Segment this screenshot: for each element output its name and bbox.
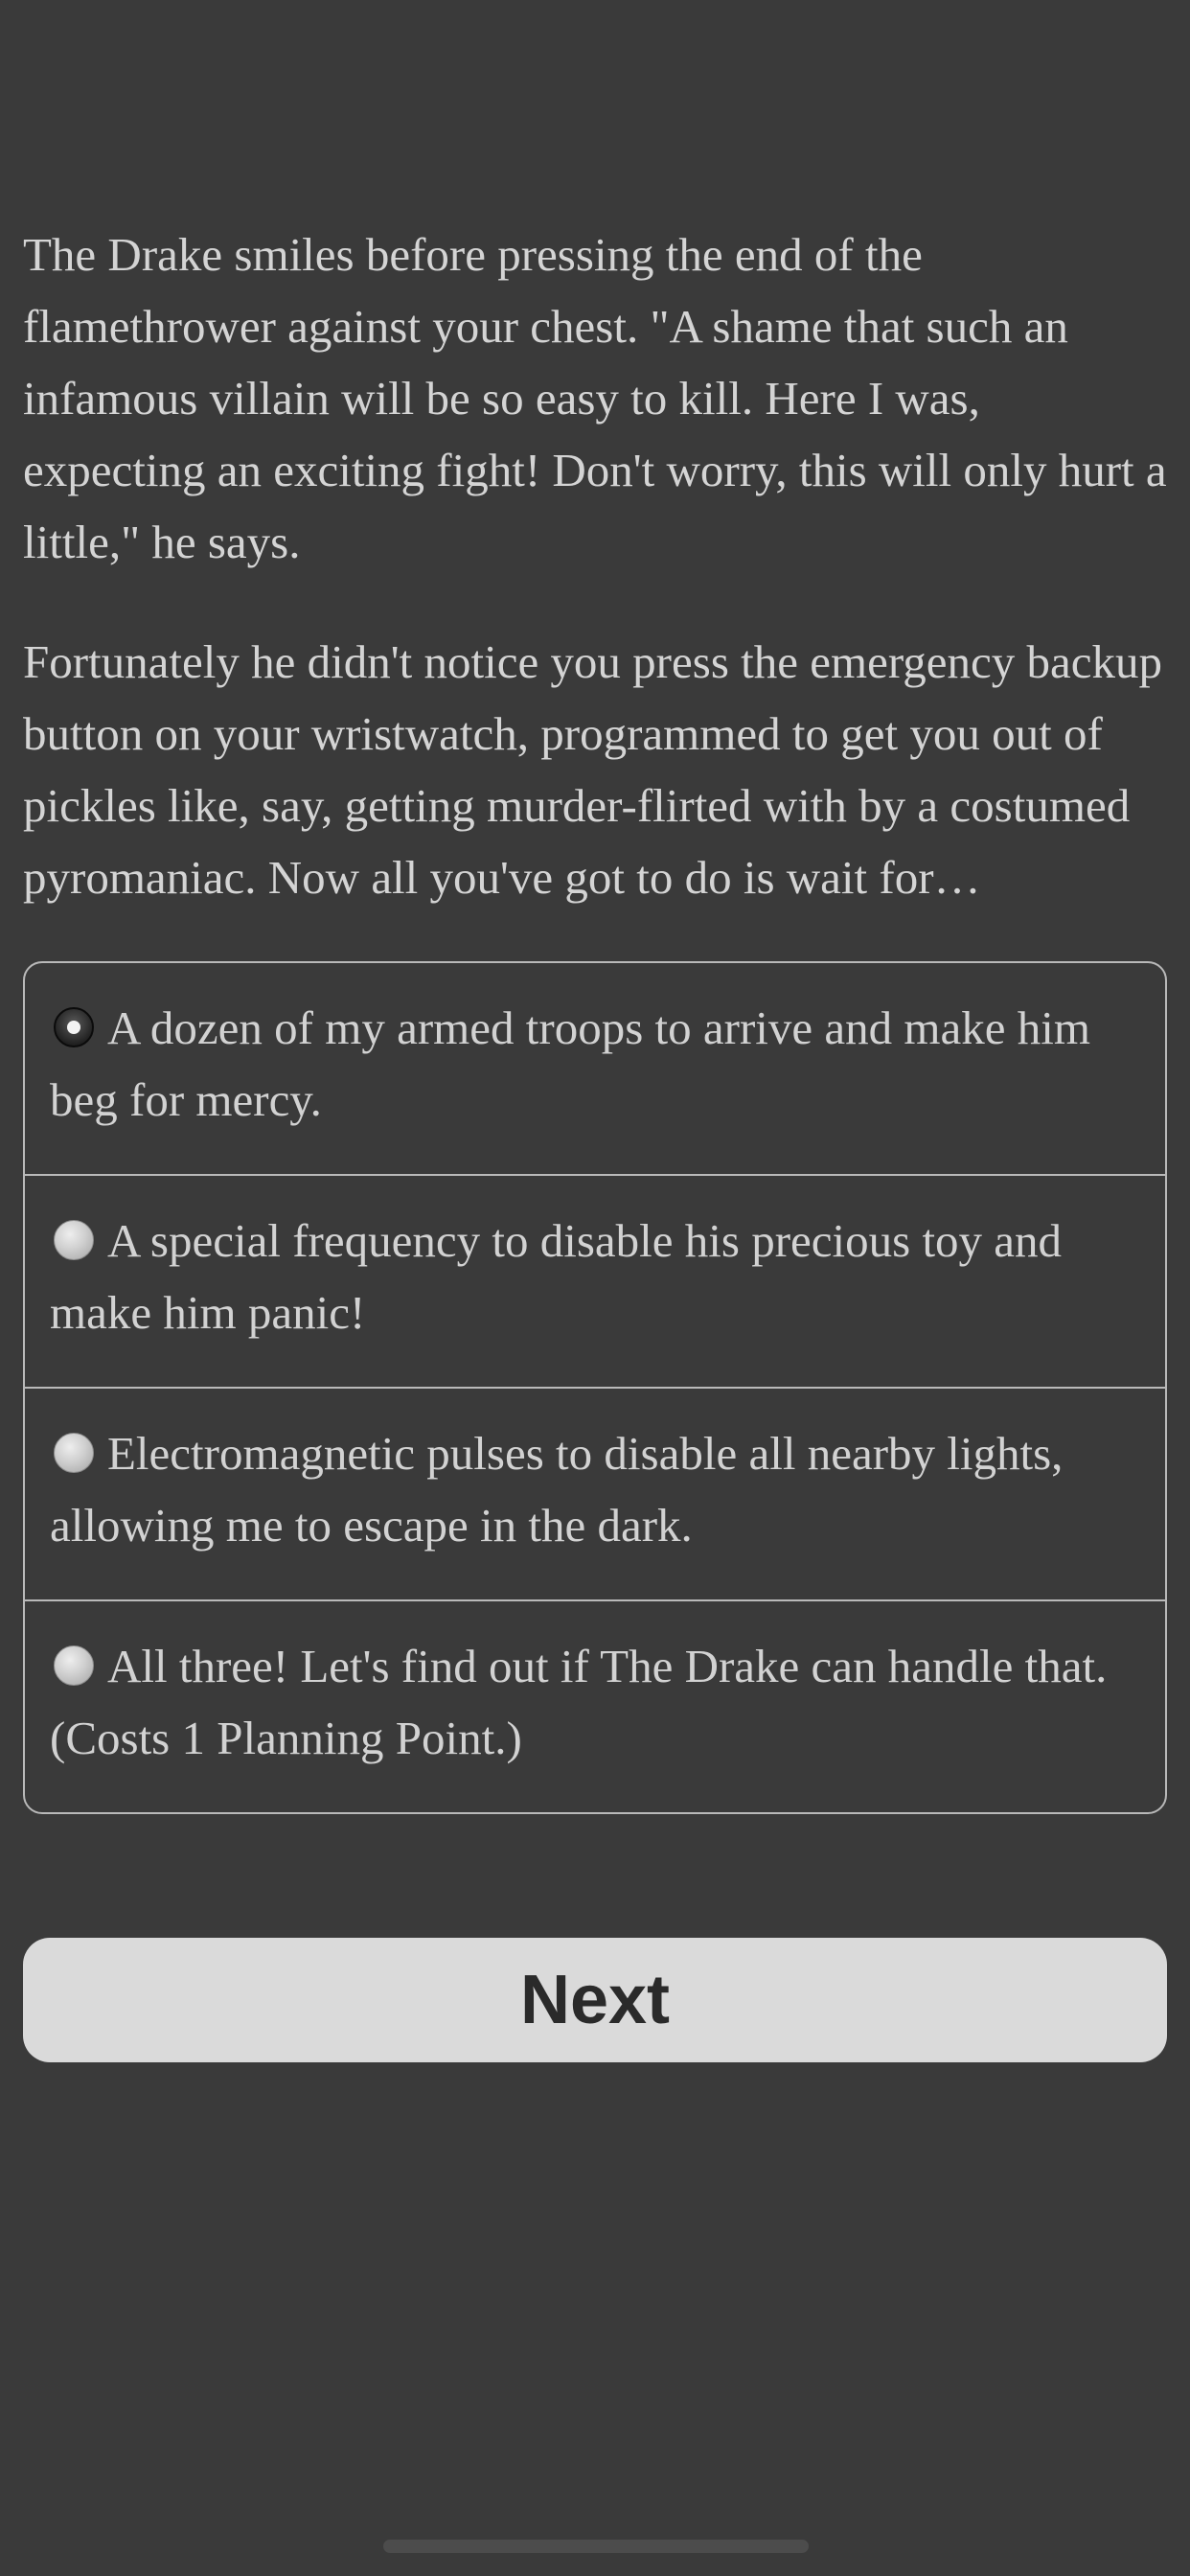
choice-label: A dozen of my armed troops to arrive and make him beg for mercy. bbox=[50, 1001, 1090, 1126]
story-paragraph: The Drake smiles before pressing the end of the flamethrower against your chest. "A shame that such an infamous villain will be so easy to kill. Here I was, expecting an exciting fight! Don't worry, this will only hurt a little," he says. bbox=[23, 228, 1167, 568]
home-indicator[interactable] bbox=[383, 2540, 809, 2553]
choice-option-emp[interactable] bbox=[25, 1389, 1165, 1601]
choice-list bbox=[23, 961, 1167, 1814]
radio-unselected-icon[interactable] bbox=[54, 1433, 94, 1473]
radio-unselected-icon[interactable] bbox=[54, 1645, 94, 1686]
choice-option-frequency[interactable] bbox=[25, 1176, 1165, 1389]
radio-selected-icon[interactable] bbox=[54, 1007, 94, 1047]
choice-label: A special frequency to disable his precious toy and make him panic! bbox=[50, 1214, 1063, 1339]
radio-unselected-icon[interactable] bbox=[54, 1220, 94, 1260]
next-button[interactable]: Next bbox=[23, 1938, 1167, 2062]
choice-option-troops[interactable] bbox=[25, 963, 1165, 1176]
choice-label: All three! Let's find out if The Drake can handle that. (Costs 1 Planning Point.) bbox=[50, 1640, 1108, 1764]
choice-option-all-three[interactable] bbox=[25, 1601, 1165, 1812]
story-content bbox=[23, 218, 1167, 1814]
choice-label: Electromagnetic pulses to disable all nearby lights, allowing me to escape in the dark. bbox=[50, 1427, 1064, 1552]
story-paragraph: Fortunately he didn't notice you press the emergency backup button on your wristwatch, programmed to get you out of pickles like, say, getting murder-flirted with by a costumed pyromaniac. Now all you've got to do is wait for… bbox=[23, 635, 1163, 904]
